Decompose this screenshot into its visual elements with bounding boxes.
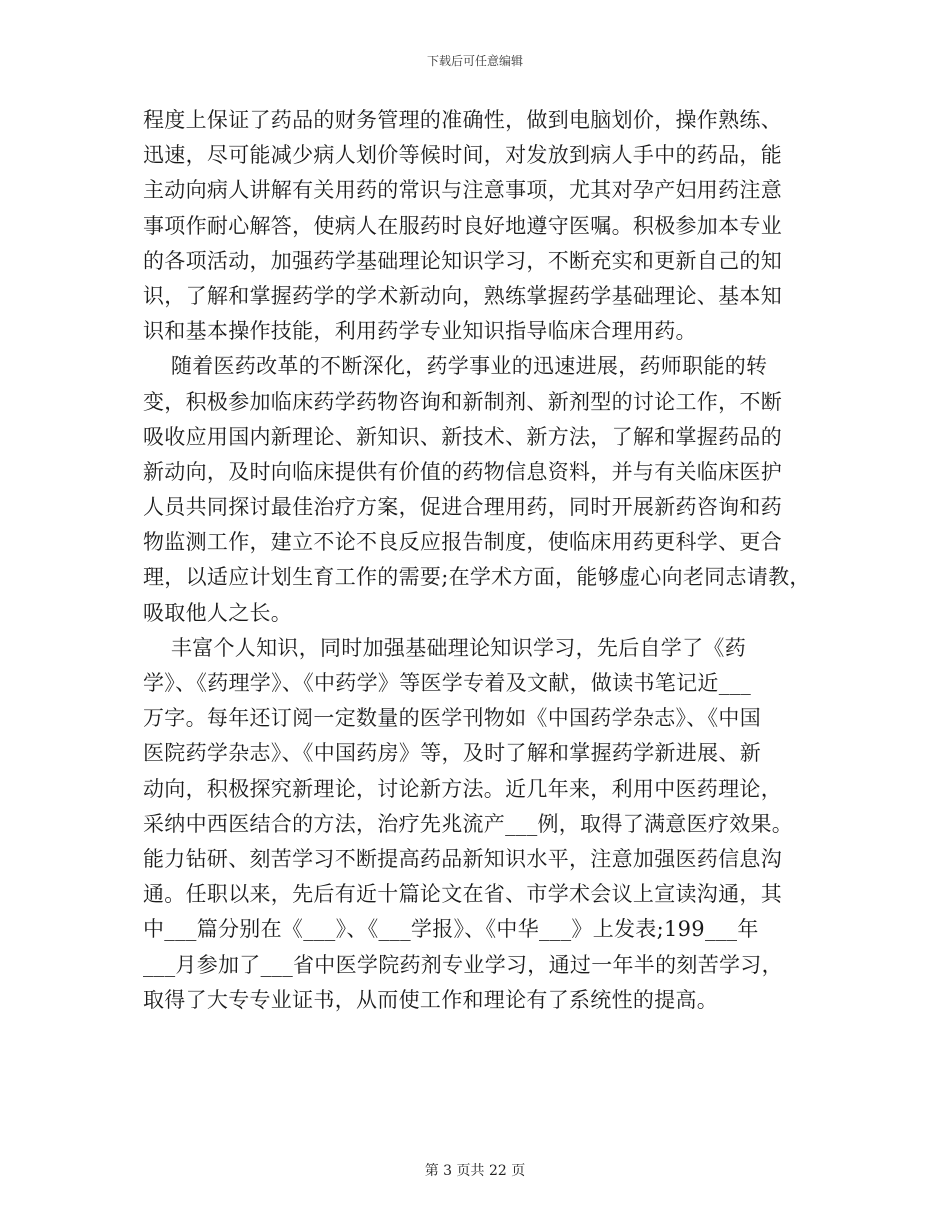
text-line: 采纳中西医结合的方法，治疗先兆流产___例，取得了满意医疗效果。 [143,811,794,836]
paragraph-start-line: 随着医药改革的不断深化，药学事业的迅速进展，药师职能的转 [143,354,768,379]
text-line: 人员共同探讨最佳治疗方案，促进合理用药，同时开展新药咨询和药 [143,495,782,520]
text-line: 理，以适应计划生育工作的需要;在学术方面，能够虚心向老同志请教， [143,565,811,590]
text-line: 万字。每年还订阅一定数量的医学刊物如《中国药学杂志》、《中国 [143,706,761,731]
text-line: 吸取他人之长。 [143,600,293,625]
text-line: 事项作耐心解答，使病人在服药时良好地遵守医嘱。积极参加本专业 [143,213,782,238]
text-line: 识和基本操作技能，利用药学专业知识指导临床合理用药。 [143,319,697,344]
page-header: 下载后可任意编辑 [426,54,523,68]
text-line: 变，积极参加临床药学药物咨询和新制剂、新剂型的讨论工作，不断 [143,389,782,414]
text-line: 吸收应用国内新理论、新知识、新技术、新方法，了解和掌握药品的 [143,424,782,449]
text-line: 迅速，尽可能减少病人划价等候时间，对发放到病人手中的药品，能 [143,143,782,168]
page-footer: 第 3 页共 22 页 [424,1163,526,1179]
paragraph-start-line: 丰富个人知识，同时加强基础理论知识学习，先后自学了《药 [143,635,746,660]
text-line: 学》、《药理学》、《中药学》等医学专着及文献，做读书笔记近___ [143,671,752,695]
text-line: 物监测工作，建立不论不良反应报告制度，使临床用药更科学、更合 [143,530,782,555]
text-line: 医院药学杂志》、《中国药房》等，及时了解和掌握药学新进展、新 [143,741,761,766]
text-line: 中___篇分别在《___》、《___学报》、《中华___》上发表;199___年 [143,917,759,942]
document-body [143,103,811,1018]
text-line: 识，了解和掌握药学的学术新动向，熟练掌握药学基础理论、基本知 [143,283,782,308]
text-line: 的各项活动，加强药学基础理论知识学习，不断充实和更新自己的知 [143,248,782,273]
text-line: ___月参加了___省中医学院药剂专业学习，通过一年半的刻苦学习， [143,952,783,977]
text-line: 通。任职以来，先后有近十篇论文在省、市学术会议上宣读沟通，其 [143,882,782,907]
text-line: 动向，积极探究新理论，讨论新方法。近几年来，利用中医药理论， [143,776,782,801]
text-line: 取得了大专专业证书，从而使工作和理论有了系统性的提高。 [143,987,719,1012]
text-line: 程度上保证了药品的财务管理的准确性，做到电脑划价，操作熟练、 [143,108,782,132]
text-line: 主动向病人讲解有关用药的常识与注意事项，尤其对孕产妇用药注意 [143,178,782,203]
text-line: 新动向，及时向临床提供有价值的药物信息资料，并与有关临床医护 [143,459,782,484]
text-line: 能力钻研、刻苦学习不断提高药品新知识水平，注意加强医药信息沟 [143,846,782,871]
